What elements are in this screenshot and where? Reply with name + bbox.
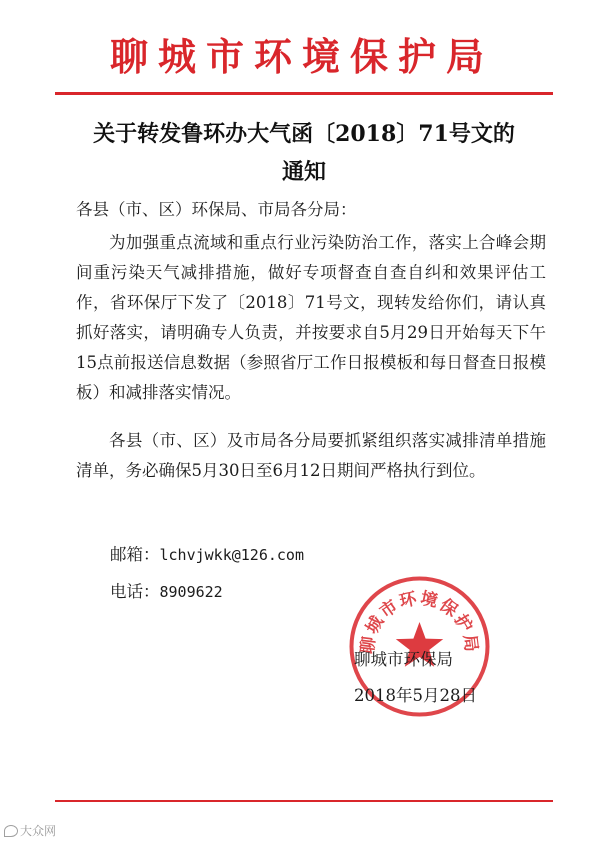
title-line-2: 通知: [281, 159, 326, 185]
contact-phone: [110, 578, 223, 602]
header-rule: [55, 92, 553, 95]
signature-date: 2018年5月28日: [354, 686, 477, 705]
signature-agency: 聊城市环保局: [354, 650, 453, 669]
body-paragraph: 各县（市、区）及市局各分局要抓紧组织落实减排清单措施清单，务必确保5月30日至6月12日期间严格执行到位。: [76, 431, 546, 480]
phone-value: 8909622: [159, 583, 223, 601]
document-title: [60, 115, 548, 191]
email-label: 邮箱：: [110, 545, 160, 564]
watermark: [4, 822, 56, 839]
watermark-text: 大众网: [20, 824, 57, 838]
agency-header: 聊城市环境保护局: [109, 34, 494, 79]
contact-email: [110, 541, 304, 565]
seal-text: 聊城市环境保护局: [357, 588, 482, 655]
title-line-1: 关于转发鲁环办大气函〔2018〕71号文的: [93, 121, 515, 147]
watermark-logo-icon: [4, 825, 18, 837]
phone-label: 电话：: [110, 582, 160, 601]
salutation: 各县（市、区）环保局、市局各分局：: [76, 200, 357, 219]
footer-rule: [55, 800, 553, 802]
email-value: lchvjwkk@126.com: [159, 546, 304, 564]
body-paragraph: 为加强重点流域和重点行业污染防治工作，落实上合峰会期间重污染天气减排措施，做好专项督查自查自纠和效果评估工作，省环保厅下发了〔2018〕71号文，现转发给你们，请认真抓好落实，请明确专人负责，并按要求自5月29日开始每天下午15点前报送信息数据（参照省厅工作日报模板和每日督查日报模板）和减排落实情况。: [76, 233, 546, 402]
